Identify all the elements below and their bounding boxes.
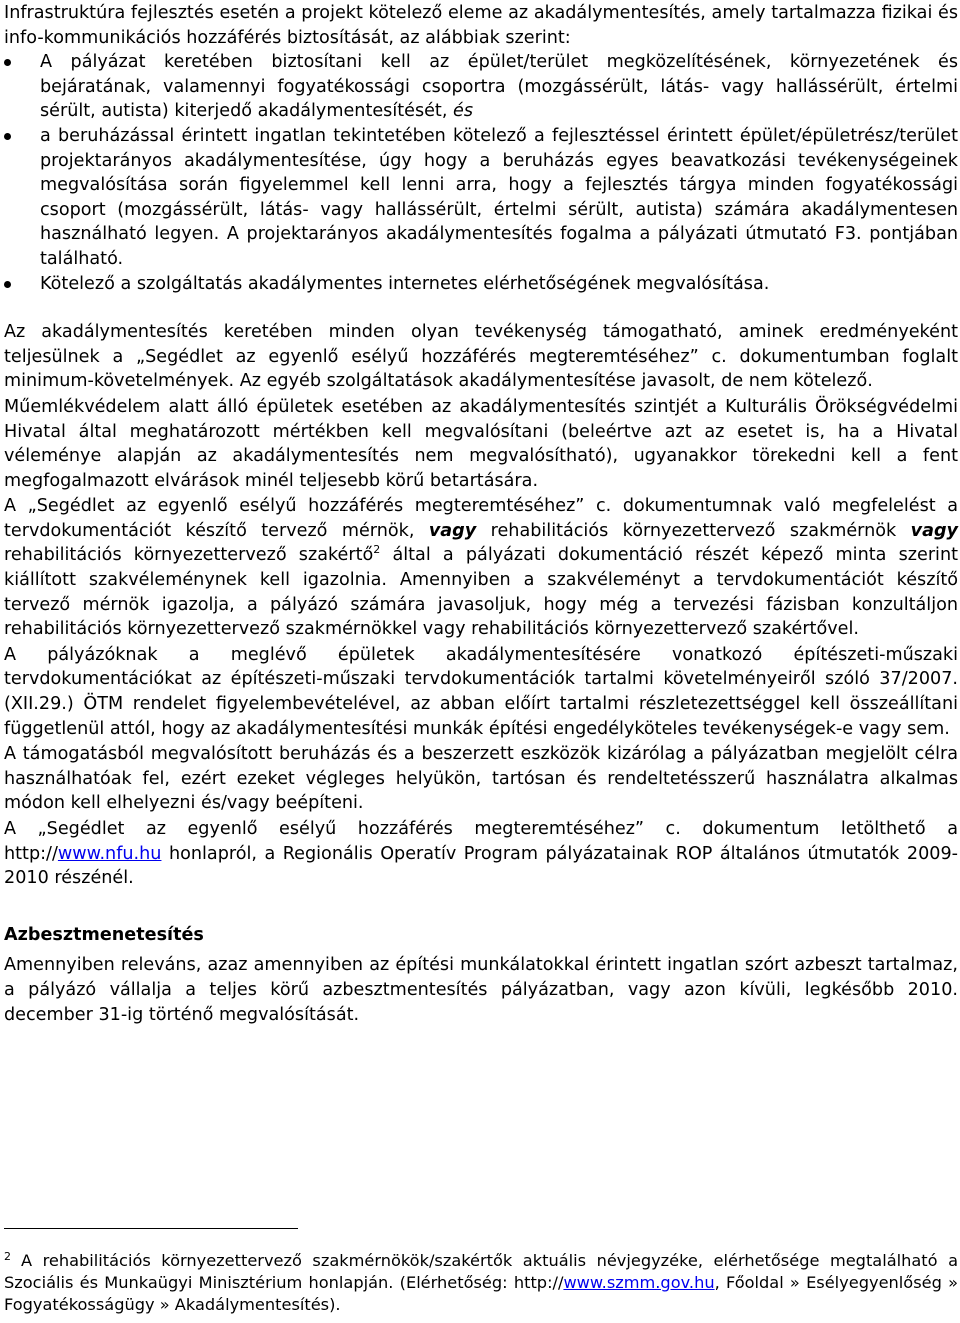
bullet-icon [4, 59, 11, 66]
emphasis-vagy: vagy [910, 520, 959, 541]
paragraph-accessibility-support: Az akadálymentesítés keretében minden olyan tevékenység támogatható, aminek eredményeként teljesülnek a „Segédlet az egyenlő esélyű hozzáférés megteremtéséhez” c. dokumentumban foglalt minimum-követelmények. Az egyéb szolgáltatások akadálymentesítése javasolt, de nem kötelező. [4, 322, 958, 392]
paragraph-technical-docs: A pályázóknak a meglévő épületek akadálymentesítésére vonatkozó építészeti-műszaki tervdokumentációkat az építészeti-műszaki tervdokumentációk tartalmi követelményeiről szóló 37/2007. (XII.29.) ÖTM rendelet figyelembevételével, az abban előírt tartalmi részletezettséggel kell összeállítani függetlenül attól, hogy az akadálymentesítési munkák építési engedélyköteles tevékenységek-e vagy sem. [4, 644, 958, 739]
bullet-emphasis: és [453, 101, 474, 122]
bullet-icon [4, 281, 11, 288]
list-item [4, 272, 958, 297]
text-segment: A „Segédlet az egyenlő esélyű hozzáférés megteremtéséhez” c. dokumentum letölthető a http:// [4, 819, 958, 864]
section-heading: Azbesztmenetesítés [4, 924, 204, 945]
text-segment: által a pályázati dokumentáció részét képező minta szerint kiállított szakvéleménynek kell igazolnia. Amennyiben a szakvéleményt a tervdokumentációt készítő tervező mérnök igazolja, a pályázó számára javasoljuk, hogy még a tervezési fázisban konzultáljon rehabilitációs környezettervező szakmérnökkel vagy rehabilitációs környezettervező szakértővel. [4, 545, 958, 640]
intro-paragraph: Infrastruktúra fejlesztés esetén a projekt kötelező eleme az akadálymentesítés, amely tartalmazza fizikai és info-kommunikációs hozzáférés biztosítását, az alábbiak szerint: [4, 3, 958, 48]
footnote-reference[interactable]: 2 [373, 543, 381, 557]
paragraph-heritage: Műemlékvédelem alatt álló épületek esetében az akadálymentesítés szintjét a Kulturális Örökségvédelmi Hivatal által meghatározott mértékben kell megvalósítani (beleértve azt az esetet is, ha a Hivatal véleménye alapján az akadálymentesítés nem megvalósítható), ugyanakkor törekedni kell a fent megfogalmazott elvárások minél teljesebb körű betartására. [4, 396, 958, 491]
footnote-mark: 2 [4, 1250, 11, 1263]
paragraph-asbestos: Amennyiben releváns, azaz amennyiben az építési munkálatokkal érintett ingatlan szórt azbeszt tartalmaz, a pályázó vállalja a teljes körű azbesztmentesítés pályázatban, vagy azon kívüli, legkésőbb 2010. december 31-ig történő megvalósítását. [4, 955, 958, 1025]
nfu-link[interactable]: www.nfu.hu [57, 843, 162, 864]
text-segment: honlapról, a Regionális Operatív Program pályázatainak ROP általános útmutatók 2009-2010 részénél. [4, 843, 958, 889]
footnote-text: A rehabilitációs környezettervező szakmérnökök/szakértők aktuális névjegyzéke, elérhetősége megtalálható a Szociális és Munkaügyi Minisztérium honlapján. (Elérhetőség: http:// [4, 1251, 958, 1293]
bullet-icon [4, 133, 11, 140]
footnote-text: , Főoldal » Esélyegyenlőség » Fogyatékosságügy » Akadálymentesítés). [4, 1273, 958, 1315]
text-segment: A „Segédlet az egyenlő esélyű hozzáférés megteremtéséhez” c. dokumentumnak való megfelelést a tervdokumentációt készítő tervező mérnök, [4, 496, 958, 541]
bullet-text: A pályázat keretében biztosítani kell az épület/terület megközelítésének, környezetének és bejáratának, valamennyi fogyatékossági csoportra (mozgássérült, látás- vagy hallássérült, értelmi sérült, autista) kiterjedő akadálymentesítését, [40, 52, 958, 122]
requirements-list [4, 50, 958, 296]
bullet-text: Kötelező a szolgáltatás akadálymentes internetes elérhetőségének megvalósítása. [40, 273, 770, 294]
text-segment: rehabilitációs környezettervező szakmérnök [490, 520, 897, 541]
document-page [4, 0, 958, 1027]
list-item [4, 124, 958, 272]
paragraph-expert-opinion [4, 494, 958, 642]
footnote-divider [4, 1228, 298, 1229]
text-segment: rehabilitációs környezettervező szakértő [4, 545, 374, 566]
bullet-text: a beruházással érintett ingatlan tekintetében kötelező a fejlesztéssel érintett épület/épületrész/terület projektarányos akadálymentesítése, úgy hogy a beruházás egyes beavatkozási tevékenységeinek megvalósítása során figyelemmel kell lenni arra, hogy a fejlesztés tárgya minden fogyatékossági csoport (mozgássérült, látás- vagy hallássérült, értelmi sérült, autista) számára akadálymentesen használható legyen. A projektarányos akadálymentesítés fogalma a pályázati útmutató F3. pontjában található. [40, 125, 958, 269]
paragraph-usage: A támogatásból megvalósított beruházás és a beszerzett eszközök kizárólag a pályázatban megjelölt célra használhatóak fel, ezért ezeket végleges helyükön, tartósan és rendeltetésszerű használatra alkalmas módon kell elhelyezni és/vagy beépíteni. [4, 744, 958, 814]
footnote [4, 1246, 958, 1317]
emphasis-vagy: vagy [428, 520, 477, 541]
paragraph-download [4, 817, 958, 891]
szmm-link[interactable]: www.szmm.gov.hu [563, 1273, 715, 1293]
list-item [4, 50, 958, 124]
